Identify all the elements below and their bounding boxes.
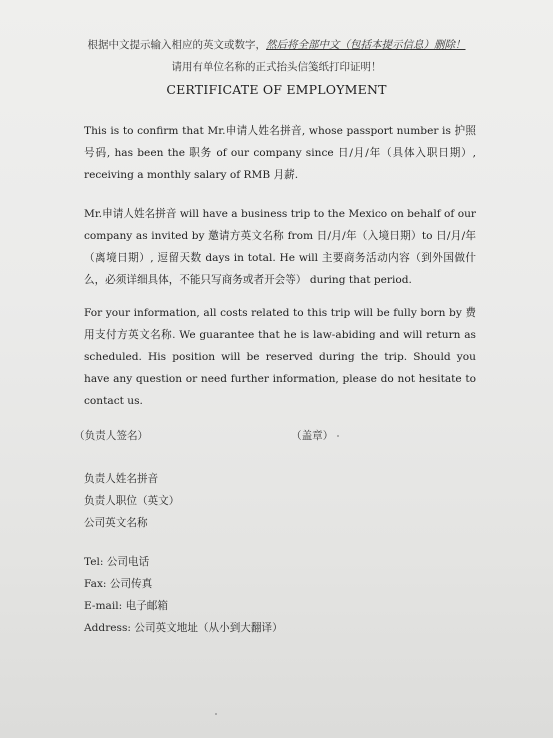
instruction-note-2: 请用有单位名称的正式抬头信笺纸打印证明！ (171, 61, 382, 73)
signature-placeholder: （负责人签名） (74, 430, 149, 442)
paper-speck (337, 435, 339, 437)
signer-position: 负责人职位（英文） (84, 495, 180, 507)
paper-speck (215, 713, 217, 715)
contact-email: E-mail: 电子邮箱 (84, 600, 168, 612)
instruction-note-1-prefix: 根据中文提示输入相应的英文或数字， (87, 39, 266, 51)
signer-name: 负责人姓名拼音 (84, 473, 159, 485)
instruction-note-1 (0, 38, 553, 52)
company-name: 公司英文名称 (84, 517, 148, 529)
paragraph-business-trip: Mr.申请人姓名拼音 will have a business trip to the Mexico on behalf of our company as invited by 邀请方英文名称 from 日/月/年（入境日期）to 日/月/年（离境日期）, 逗留天数 days in total. He will 主要商务活动内容（到外国做什么，必须详细具体，不能只写商务或者开会等） during that period. (84, 208, 476, 286)
contact-address: Address: 公司英文地址（从小到大翻译） (84, 622, 283, 634)
paragraph-employment: This is to confirm that Mr.申请人姓名拼音, whose passport number is 护照号码, has been the 职务 of our company since 日/月/年（具体入职日期）, receiving a monthly salary of RMB 月薪. (84, 125, 476, 181)
stamp-placeholder: （盖章） (291, 430, 334, 442)
document-title: CERTIFICATE OF EMPLOYMENT (166, 82, 387, 97)
contact-fax: Fax: 公司传真 (84, 578, 153, 590)
contact-tel: Tel: 公司电话 (84, 556, 150, 568)
instruction-note-1-emphasis: 然后将全部中文（包括本提示信息）删除！ (266, 39, 466, 51)
paragraph-costs: For your information, all costs related to this trip will be fully born by 费用支付方英文名称. We guarantee that he is law-abiding and will return as scheduled. His position will be reserved during the trip. Should you have any question or need further information, please do not hesitate to contact us. (84, 307, 476, 407)
